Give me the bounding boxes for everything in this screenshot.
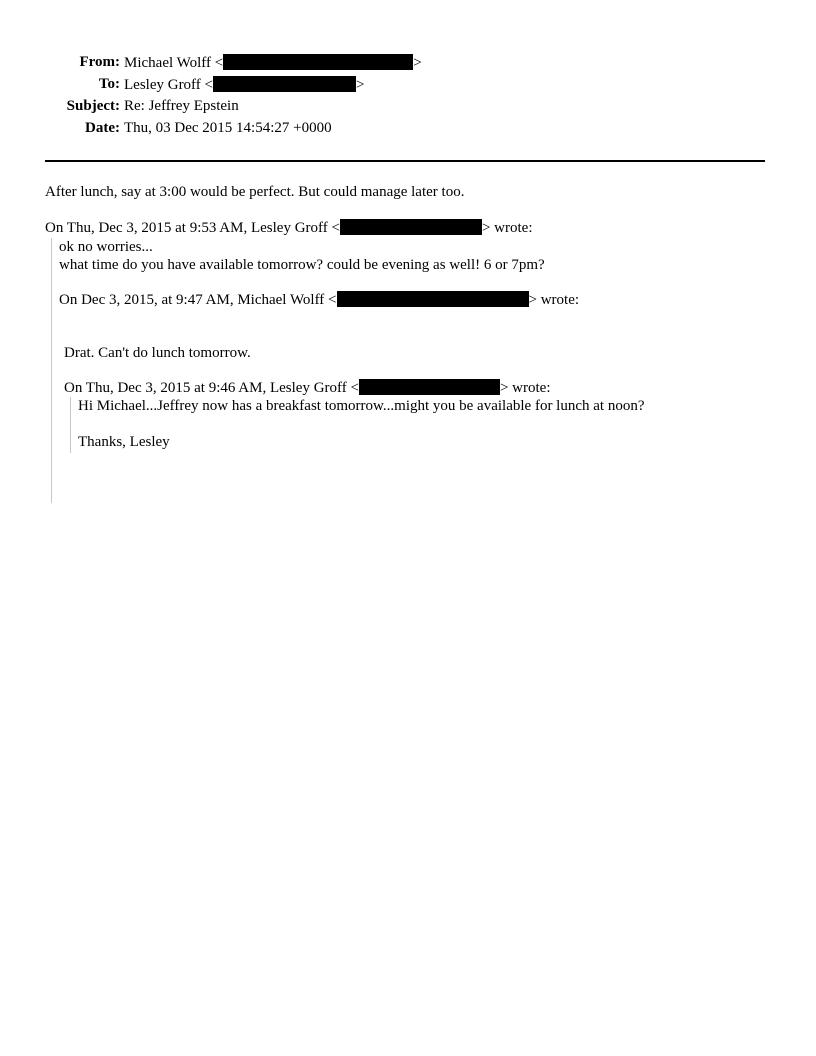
to-label: To: [98, 76, 120, 92]
quote3-line2: Thanks, Lesley [78, 434, 170, 450]
subject-row [0, 98, 700, 116]
from-value [124, 54, 422, 72]
from-label: From: [79, 54, 120, 70]
to-row [0, 76, 700, 94]
from-name: Michael Wolff < [124, 55, 224, 71]
from-end: > [413, 55, 422, 71]
quote2-line1: Drat. Can't do lunch tomorrow. [64, 345, 251, 361]
quote3-line1: Hi Michael...Jeffrey now has a breakfast tomorrow...might you be available for lunch at noon? [78, 398, 645, 414]
redacted-email [337, 291, 529, 307]
redacted-email [223, 54, 413, 70]
quote3-attribution: On Thu, Dec 3, 2015 at 9:46 AM, Lesley Groff < > wrote: [64, 380, 551, 396]
quote1-bar [51, 238, 52, 503]
to-value [124, 76, 364, 94]
redacted-email [213, 76, 356, 92]
date-label: Date: [85, 120, 120, 136]
date-row [0, 120, 700, 138]
redacted-email [359, 379, 500, 395]
reply-text: After lunch, say at 3:00 would be perfect. But could manage later too. [45, 184, 465, 200]
redacted-email [340, 219, 482, 235]
to-end: > [356, 77, 365, 93]
quote2-attribution: On Dec 3, 2015, at 9:47 AM, Michael Wolff < > wrote: [59, 292, 580, 308]
quote1-line2: what time do you have available tomorrow? could be evening as well! 6 or 7pm? [59, 257, 545, 273]
subject-value: Re: Jeffrey Epstein [124, 98, 239, 114]
quote1-line1: ok no worries... [59, 239, 153, 255]
quote3-bar [70, 397, 71, 453]
date-value: Thu, 03 Dec 2015 14:54:27 +0000 [124, 120, 332, 136]
quote1-attribution: On Thu, Dec 3, 2015 at 9:53 AM, Lesley Groff < > wrote: [45, 220, 533, 236]
header-divider [45, 160, 765, 162]
to-name: Lesley Groff < [124, 77, 213, 93]
from-row [0, 54, 700, 72]
subject-label: Subject: [66, 98, 120, 114]
